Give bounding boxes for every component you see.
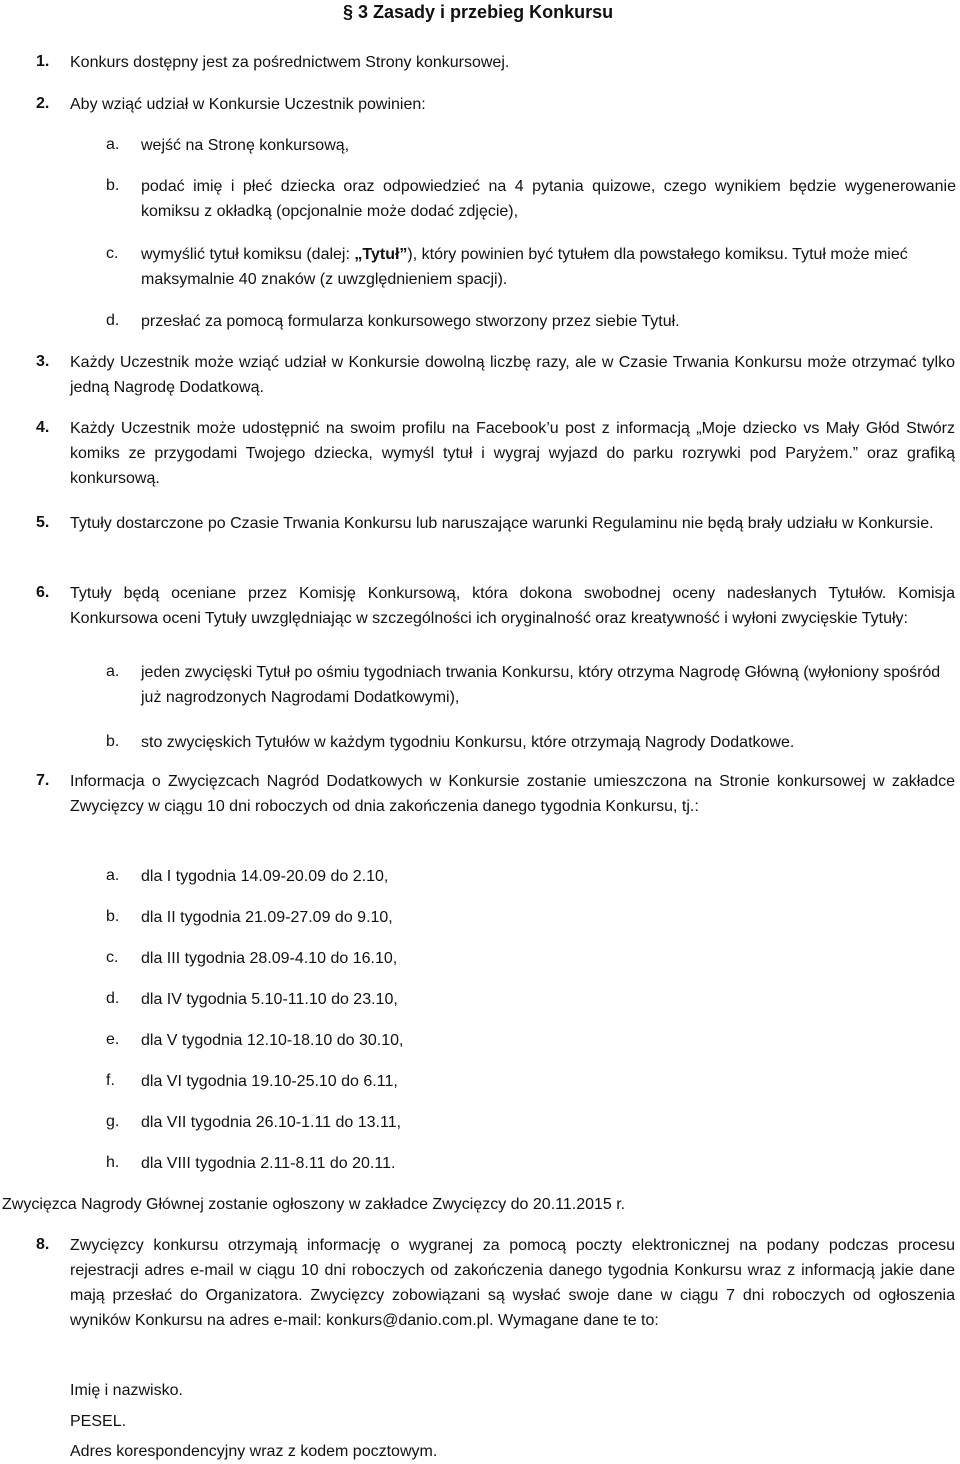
sub-letter: a.: [106, 136, 120, 153]
item-2-text: Aby wziąć udział w Konkursie Uczestnik powinien:: [70, 96, 426, 113]
item-5-text: Tytuły dostarczone po Czasie Trwania Konkursu lub naruszające warunki Regulaminu nie będą brały udziału w Konkursie.: [70, 515, 934, 532]
required-data-item: Imię i nazwisko.: [70, 1382, 183, 1399]
week-item: dla VIII tygodnia 2.11-8.11 do 20.11.: [141, 1155, 396, 1172]
item-number: 5.: [36, 514, 50, 531]
item-number: 8.: [36, 1236, 50, 1253]
item-7-text: Informacja o Zwycięzcach Nagród Dodatkowych w Konkursie zostanie umieszczona na Stronie konkursowej w zakładce Zwycięzcy w ciągu 10 dni roboczych od dnia zakończenia danego tygodnia Konkursu, tj.:: [70, 773, 955, 815]
week-letter: e.: [106, 1031, 120, 1048]
item-number: 1.: [36, 53, 50, 70]
item-1-text: Konkurs dostępny jest za pośrednictwem Strony konkursowej.: [70, 54, 510, 71]
item-2a-text: wejść na Stronę konkursową,: [141, 137, 350, 154]
item-number: 3.: [36, 353, 50, 370]
week-item: dla VI tygodnia 19.10-25.10 do 6.11,: [141, 1073, 398, 1090]
week-letter: a.: [106, 867, 120, 884]
item-6a-text: jeden zwycięski Tytuł po ośmiu tygodniach trwania Konkursu, który otrzyma Nagrodę Główną (wyłoniony spośród już nagrodzonych Nagrodami Dodatkowymi),: [141, 664, 941, 706]
main-winner-note: Zwycięzca Nagrody Głównej zostanie ogłoszony w zakładce Zwycięzcy do 20.11.2015 r.: [2, 1196, 626, 1213]
required-data-item: Adres korespondencyjny wraz z kodem pocztowym.: [70, 1443, 438, 1460]
week-item: dla III tygodnia 28.09-4.10 do 16.10,: [141, 950, 398, 967]
week-letter: c.: [106, 949, 119, 966]
defined-term: „Tytuł”: [354, 246, 408, 263]
week-item: dla II tygodnia 21.09-27.09 do 9.10,: [141, 909, 393, 926]
section-title: § 3 Zasady i przebieg Konkursu: [343, 2, 614, 22]
week-letter: d.: [106, 990, 120, 1007]
item-number: 6.: [36, 584, 50, 601]
week-item: dla V tygodnia 12.10-18.10 do 30.10,: [141, 1032, 404, 1049]
sub-letter: d.: [106, 312, 120, 329]
sub-letter: c.: [106, 245, 119, 262]
text-fragment: ), który powinien być tytułem dla powstałego komiksu. Tytuł może mieć maksymalnie 40 znaków (z uwzględnieniem spacji).: [141, 246, 908, 288]
week-letter: f.: [106, 1072, 115, 1089]
item-6-text: Tytuły będą oceniane przez Komisję Konkursową, która dokona swobodnej oceny nadesłanych Tytułów. Komisja Konkursowa oceni Tytuły uwzględniając w szczególności ich oryginalność oraz kreatywność i wyłoni zwycięskie Tytuły:: [70, 585, 955, 627]
required-data-item: PESEL.: [70, 1413, 127, 1430]
week-item: dla VII tygodnia 26.10-1.11 do 13.11,: [141, 1114, 402, 1131]
item-8-text: Zwycięzcy konkursu otrzymają informację o wygranej za pomocą poczty elektronicznej na podany podczas procesu rejestracji adres e-mail w ciągu 10 dni roboczych od zakończenia danego tygodnia Konkursu wraz z informacją jakie dane mają przesłać do Organizatora. Zwycięzcy zobowiązani są wysłać swoje dane w ciągu 7 dni roboczych od ogłoszenia wyników Konkursu na adres e-mail: konkurs@danio.com.pl. Wymagane dane te to:: [70, 1237, 955, 1329]
week-letter: h.: [106, 1154, 120, 1171]
item-2d-text: przesłać za pomocą formularza konkursowego stworzony przez siebie Tytuł.: [141, 313, 680, 330]
item-3-text: Każdy Uczestnik może wziąć udział w Konkursie dowolną liczbę razy, ale w Czasie Trwania Konkursu może otrzymać tylko jedną Nagrodę Dodatkową.: [70, 354, 955, 396]
week-item: dla IV tygodnia 5.10-11.10 do 23.10,: [141, 991, 398, 1008]
item-6b-text: sto zwycięskich Tytułów w każdym tygodniu Konkursu, które otrzymają Nagrody Dodatkowe.: [141, 734, 795, 751]
item-2c-text: [141, 242, 956, 292]
item-2b-text: podać imię i płeć dziecka oraz odpowiedzieć na 4 pytania quizowe, czego wynikiem będzie wygenerowanie komiksu z okładką (opcjonalnie może dodać zdjęcie),: [141, 178, 956, 220]
week-letter: g.: [106, 1113, 120, 1130]
week-item: dla I tygodnia 14.09-20.09 do 2.10,: [141, 868, 389, 885]
item-number: 7.: [36, 772, 50, 789]
sub-letter: a.: [106, 663, 120, 680]
sub-letter: b.: [106, 733, 120, 750]
week-letter: b.: [106, 908, 120, 925]
item-4-text: Każdy Uczestnik może udostępnić na swoim profilu na Facebook’u post z informacją „Moje dziecko vs Mały Głód Stwórz komiks ze przygodami Twojego dziecka, wymyśl tytuł i wygraj wyjazd do parku rozrywki pod Paryżem.” oraz grafiką konkursową.: [70, 420, 955, 487]
item-number: 2.: [36, 95, 50, 112]
item-number: 4.: [36, 419, 50, 436]
section-heading: [0, 0, 960, 26]
text-fragment: wymyślić tytuł komiksu (dalej:: [141, 246, 355, 263]
sub-letter: b.: [106, 177, 120, 194]
